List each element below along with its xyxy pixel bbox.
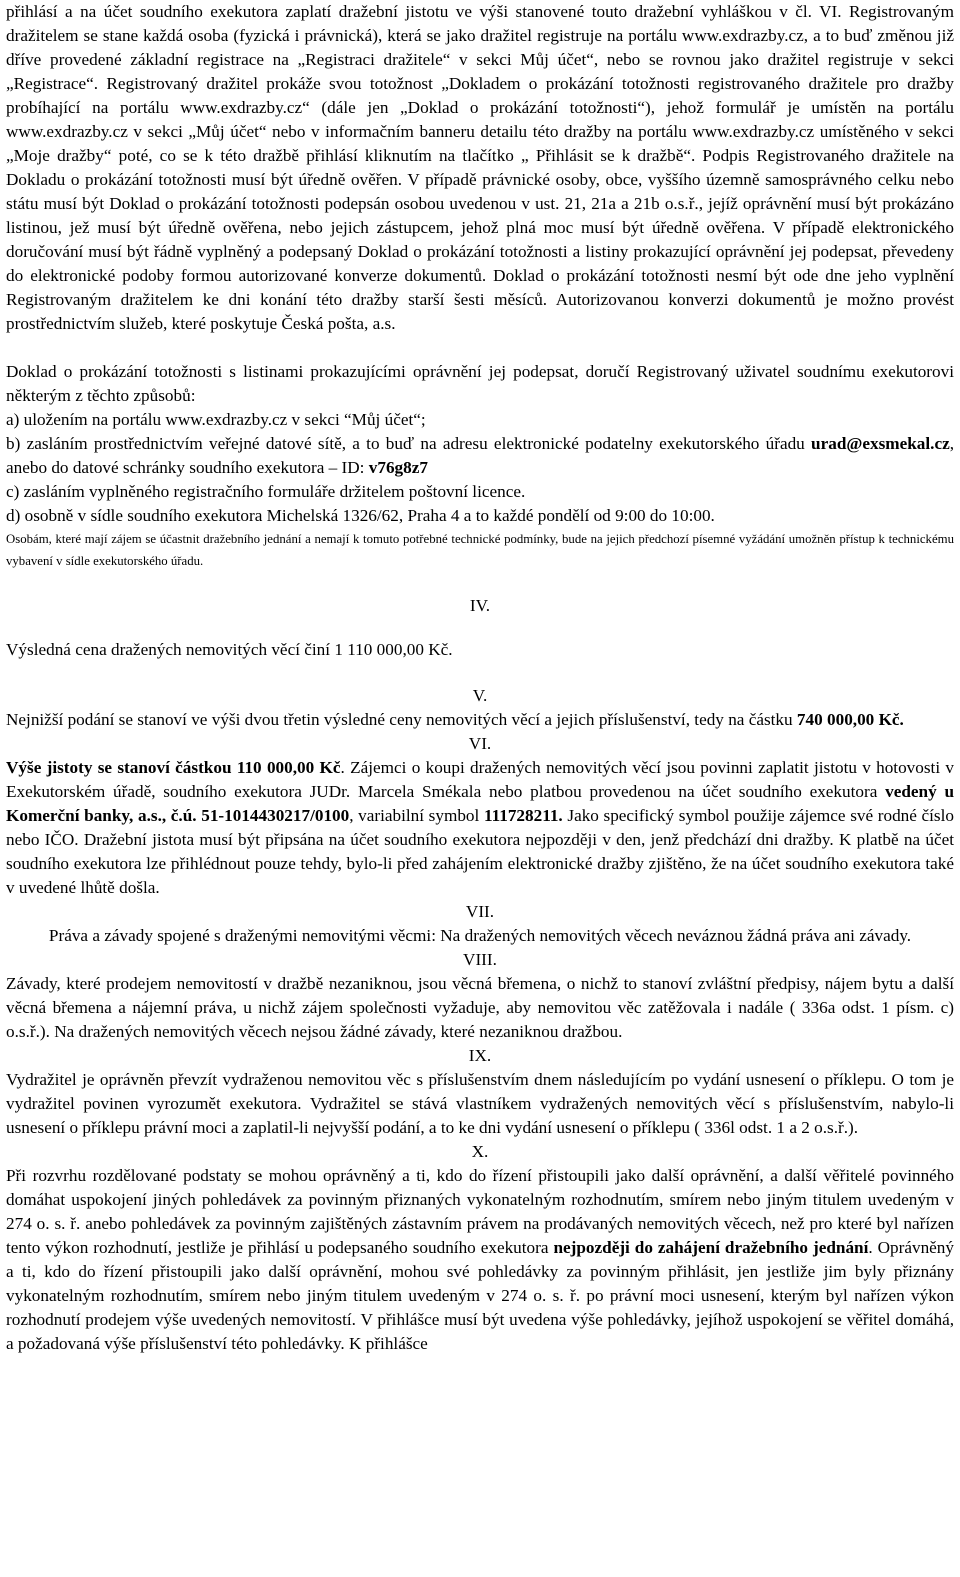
delivery-way-d: d) osobně v sídle soudního exekutora Michelská 1326/62, Praha 4 a to každé pondělí od 9:00 do 10:00. xyxy=(6,506,715,525)
lowest-bid-amount: 740 000,00 Kč. xyxy=(796,710,904,729)
databox-id: v76g8z7 xyxy=(368,458,428,477)
delivery-way-a: a) uložením na portálu www.exdrazby.cz v sekci “Můj účet“; xyxy=(6,410,426,429)
section-heading-ix: IX. xyxy=(468,1046,492,1065)
section-v-text-main: Nejnižší podání se stanoví ve výši dvou třetin výsledné ceny nemovitých věcí a jejich příslušenství, tedy na částku xyxy=(6,710,797,729)
section-v-text xyxy=(6,708,954,732)
section-x-text xyxy=(6,1164,954,1356)
office-email: urad@exsmekal.cz xyxy=(811,434,950,453)
section-vii-text: Práva a závady spojené s draženými nemovitými věcmi: Na dražených nemovitých věcech neváznou žádná práva ani závady. xyxy=(48,926,912,945)
section-heading-vi: VI. xyxy=(468,734,492,753)
variable-symbol: 111728211. xyxy=(483,806,563,825)
section-vi-text-1: . Zájemci o koupi dražených nemovitých věcí jsou povinni zaplatit jistotu v hotovosti v Exekutorském úřadě, soudního exekutora JUDr. Marcela Smékala nebo platbou provedenou na účet soudního exekutora xyxy=(6,758,954,801)
delivery-way-c: c) zasláním vyplněného registračního formuláře držitelem poštovní licence. xyxy=(6,482,526,501)
section-x-text-2: . Oprávněný a ti, kdo do řízení přistoupili jako další oprávnění, mohou své pohledávky za povinným přihlásit, jen jestliže jim byly přiznány vykonatelným rozhodnutím, smírem nebo jiným titulem uvedeným v 274 o. s. ř. po právní moci usnesení, kterým byl nařízen výkon rozhodnutí prodejem výše uvedených nemovitostí. V přihlášce musí být uvedena výše pohledávky, jejíhož uspokojení se věřitel domáhá, a požadovaná výše příslušenství této pohledávky. K přihlášce xyxy=(6,1238,954,1353)
section-heading-vii: VII. xyxy=(465,902,495,921)
bank-account: vedený u Komerční banky, a.s., č.ú. 51-1014430217/0100 xyxy=(6,782,954,825)
delivery-way-b xyxy=(6,432,954,480)
section-x-text-1: Při rozvrhu rozdělované podstaty se mohou oprávněný a ti, kdo do řízení přistoupili jako další oprávnění, a další věřitelé povinného domáhat uspokojení jiných pohledávek za povinným přiznaných vykonatelným rozhodnutím, smírem nebo jiným titulem uvedeným v 274 o. s. ř. anebo pohledávek za povinným zajištěných zástavním právem na prodávaných nemovitých věcech, než pro které byl nařízen tento výkon rozhodnutí, jestliže je přihlásí u podepsaného soudního exekutora xyxy=(6,1166,954,1257)
deposit-amount: Výše jistoty se stanoví částkou 110 000,00 Kč xyxy=(6,758,341,777)
section-ix-text: Vydražitel je oprávněn převzít vydraženou nemovitou věc s příslušenstvím dnem následujícím po vydání usnesení o příklepu. O tom je vydražitel povinen vyrozumět exekutora. Vydražitel se stává vlastníkem vydražených nemovitých věcí s příslušenstvím, nabylo-li usnesení o příklepu právní moci a zaplatil-li nejvyšší podání, a to ke dni vydání usnesení o příklepu ( 336l odst. 1 a 2 o.s.ř.). xyxy=(6,1070,954,1137)
section-heading-v: V. xyxy=(472,686,488,705)
paragraph-delivery-intro: Doklad o prokázání totožnosti s listinami prokazujícími oprávnění jej podepsat, doručí Registrovaný uživatel soudnímu exekutorovi některým z těchto způsobů: xyxy=(6,362,954,405)
section-vi-text-3: Jako specifický symbol použije zájemce své rodné číslo nebo IČO. Dražební jistota musí být připsána na účet soudního exekutora nejpozději v den, jenž předchází dni dražby. K platbě na účet soudního exekutora lze přihlédnout pouze tehdy, bylo-li před zahájením elektronické dražby zjištěno, že na účet soudního exekutora také v uvedené lhůtě došla. xyxy=(6,806,954,897)
delivery-way-b-text: b) zasláním prostřednictvím veřejné datové sítě, a to buď na adresu elektronické podatelny exekutorského úřadu xyxy=(6,434,812,453)
section-vi-text xyxy=(6,756,954,900)
section-heading-iv: IV. xyxy=(469,596,491,615)
section-viii-text: Závady, které prodejem nemovitostí v dražbě nezaniknou, jsou věcná břemena, o nichž to stanoví zvláštní předpisy, nájem bytu a další věcná břemena a nájemní práva, u nichž zájem společnosti vyžaduje, aby nemovitou věc zatěžovala i nadále ( 336a odst. 1 písm. c) o.s.ř.). Na dražených nemovitých věcech nejsou žádné závady, které nezaniknou dražbou. xyxy=(6,974,954,1041)
paragraph-registration: přihlásí a na účet soudního exekutora zaplatí dražební jistotu ve výši stanovené touto dražební vyhláškou v čl. VI. Registrovaným dražitelem se stane každá osoba (fyzická i právnická), která se jako dražitel registruje na portálu www.exdrazby.cz, a to buď změnou již dříve provedené základní registrace na „Registraci dražitele“ v sekci Můj účet“, nebo se rovnou jako dražitel registruje v sekci „Registrace“. Registrovaný dražitel prokáže svou totožnost „Dokladem o prokázání totožnosti registrovaného dražitele pro dražby probíhající na portálu www.exdrazby.cz“ (dále jen „Doklad o prokázání totožnosti“), jehož formulář je umístěn na portálu www.exdrazby.cz v sekci „Můj účet“ nebo v informačním banneru detailu této dražby na portálu www.exdrazby.cz umístěného v sekci „Moje dražby“ poté, co se k této dražbě přihlásí kliknutím na tlačítko „ Přihlásit se k dražbě“. Podpis Registrovaného dražitele na Dokladu o prokázání totožnosti musí být úředně ověřen. V případě právnické osoby, obce, vyššího územně samosprávného celku nebo státu musí být Doklad o prokázání totožnosti podepsán osobou uvedenou v ust. 21, 21a a 21b o.s.ř., jejíž oprávnění musí být prokázáno listinou, jež musí být úředně ověřena, nebo jejich zástupcem, jehož plná moc musí být úředně ověřena. V případě elektronického doručování musí být řádně vyplněný a podepsaný Doklad o prokázání totožnosti a listiny prokazující oprávnění jej podepsat, převedeny do elektronické podoby formou autorizované konverze dokumentů. Doklad o prokázání totožnosti nesmí být ode dne jeho vyplnění Registrovaným dražitelem ke dni konání této dražby starší šesti měsíců. Autorizovanou konverzi dokumentů je možno provést prostřednictvím služeb, které poskytuje Česká pošta, a.s. xyxy=(6,2,954,333)
small-note: Osobám, které mají zájem se účastnit dražebního jednání a nemají k tomuto potřebné technické podmínky, bude na jejich předchozí písemné vyžádání umožněn přístup k technickému vybavení v sídle exekutorského úřadu. xyxy=(6,532,954,568)
section-iv-text: Výsledná cena dražených nemovitých věcí činí 1 110 000,00 Kč. xyxy=(6,640,453,659)
section-vi-text-2: , variabilní symbol xyxy=(349,806,484,825)
delivery-way-b-mid: , anebo do datové schránky soudního exekutora – ID: xyxy=(6,434,954,477)
section-heading-x: X. xyxy=(471,1142,489,1161)
section-heading-viii: VIII. xyxy=(463,950,497,969)
claims-deadline: nejpozději do zahájení dražebního jednání xyxy=(553,1238,869,1257)
